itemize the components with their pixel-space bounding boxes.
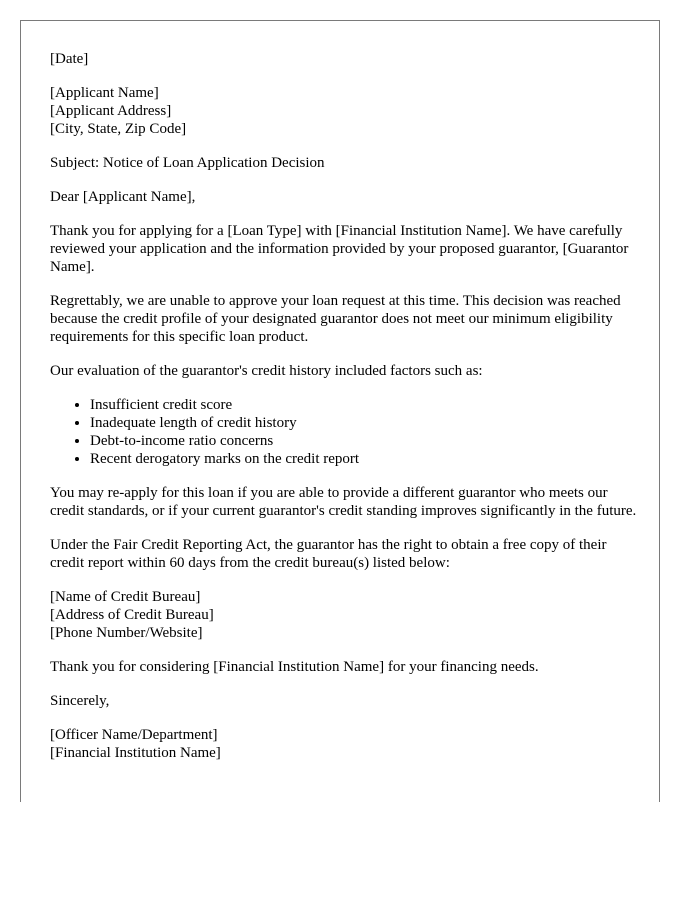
recipient-address-block (50, 84, 640, 138)
paragraph-fcra: Under the Fair Credit Reporting Act, the guarantor has the right to obtain a free copy of their credit report within 60 days from the credit bureau(s) listed below: (50, 537, 607, 571)
letter-subject: Subject: Notice of Loan Application Decision (50, 155, 325, 171)
signature-institution: [Financial Institution Name] (50, 745, 221, 761)
paragraph-thanks: Thank you for considering [Financial Institution Name] for your financing needs. (50, 659, 539, 675)
recipient-city-state-zip: [City, State, Zip Code] (50, 121, 187, 137)
paragraph-evaluation: Our evaluation of the guarantor's credit history included factors such as: (50, 363, 483, 379)
recipient-name: [Applicant Name] (50, 85, 159, 101)
letter-salutation: Dear [Applicant Name], (50, 189, 196, 205)
credit-factors-list (50, 396, 640, 468)
letter-content (50, 50, 640, 778)
list-item: • Insufficient credit score (90, 396, 640, 414)
letter-closing: Sincerely, (50, 693, 110, 709)
signature-officer: [Officer Name/Department] (50, 727, 218, 743)
list-item: • Inadequate length of credit history (90, 414, 640, 432)
paragraph-reapply: You may re-apply for this loan if you are able to provide a different guarantor who meets our credit standards, or if your current guarantor's credit standing improves significantly in the future. (50, 485, 637, 519)
paragraph-intro: Thank you for applying for a [Loan Type] with [Financial Institution Name]. We have carefully reviewed your application and the information provided by your proposed guarantor, [Guarantor Name]. (50, 223, 629, 275)
list-item: • Recent derogatory marks on the credit report (90, 450, 640, 468)
bureau-address: [Address of Credit Bureau] (50, 607, 214, 623)
signature-block (50, 726, 640, 762)
bureau-contact: [Phone Number/Website] (50, 625, 203, 641)
list-item: • Debt-to-income ratio concerns (90, 432, 640, 450)
bureau-name: [Name of Credit Bureau] (50, 589, 201, 605)
credit-bureau-block (50, 588, 640, 642)
letter-date: [Date] (50, 51, 89, 67)
recipient-address: [Applicant Address] (50, 103, 172, 119)
paragraph-decision: Regrettably, we are unable to approve your loan request at this time. This decision was reached because the credit profile of your designated guarantor does not meet our minimum eligibility requirements for this specific loan product. (50, 293, 621, 345)
letter-page (20, 20, 660, 802)
